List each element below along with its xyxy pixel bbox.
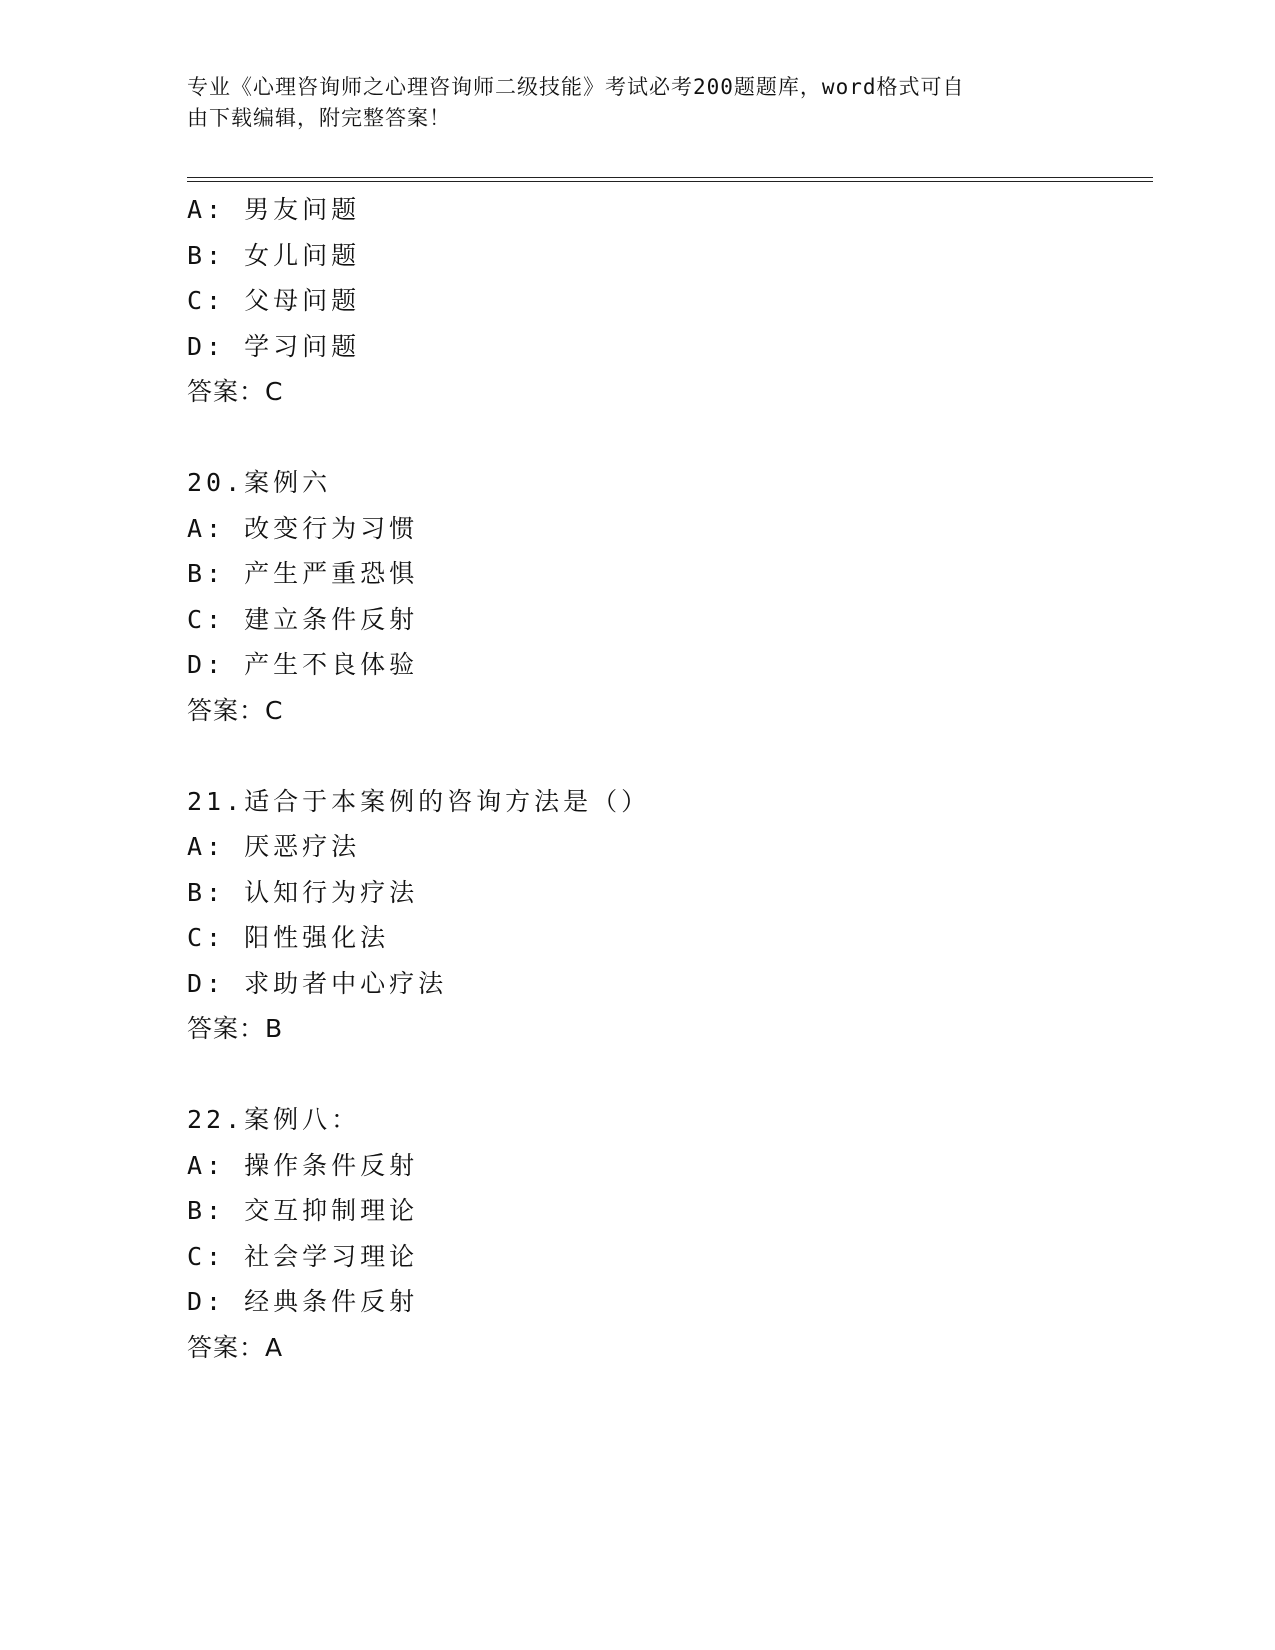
header-line-2: 由下载编辑，附完整答案！	[187, 106, 451, 130]
question-text: 20.案例六	[187, 468, 332, 497]
question-text: 22.案例八：	[187, 1105, 361, 1134]
question-block	[187, 460, 1147, 733]
option-c: C: 社会学习理论	[187, 1241, 419, 1271]
option-b: B: 女儿问题	[187, 240, 361, 270]
answer-line: 答案：C	[187, 695, 284, 725]
option-c: C: 建立条件反射	[187, 604, 419, 634]
header-divider-top	[187, 177, 1153, 178]
question-text: 21.适合于本案例的咨询方法是（）	[187, 786, 651, 816]
block-spacer	[187, 733, 1147, 779]
question-block	[187, 779, 1147, 1052]
header-line-1: 专业《心理咨询师之心理咨询师二级技能》考试必考200题题库，word格式可自	[187, 75, 965, 99]
header-divider-bottom	[187, 181, 1153, 182]
option-b: B: 产生严重恐惧	[187, 559, 419, 588]
option-d: D: 学习问题	[187, 331, 361, 361]
question-block	[187, 1097, 1147, 1370]
block-spacer	[187, 415, 1147, 461]
option-a: A: 改变行为习惯	[187, 513, 419, 543]
document-header	[187, 72, 1067, 134]
option-c: C: 阳性强化法	[187, 923, 390, 952]
option-c: C: 父母问题	[187, 286, 361, 315]
question-block	[187, 187, 1147, 415]
option-a: A: 男友问题	[187, 195, 361, 224]
block-spacer	[187, 1052, 1147, 1098]
option-b: B: 认知行为疗法	[187, 877, 419, 907]
option-d: D: 求助者中心疗法	[187, 968, 448, 998]
option-b: B: 交互抑制理论	[187, 1196, 419, 1225]
answer-line: 答案：B	[187, 1014, 284, 1043]
answer-line: 答案：A	[187, 1332, 284, 1362]
option-d: D: 经典条件反射	[187, 1287, 419, 1316]
answer-line: 答案：C	[187, 377, 284, 406]
option-d: D: 产生不良体验	[187, 650, 419, 679]
option-a: A: 操作条件反射	[187, 1150, 419, 1180]
question-list	[187, 187, 1147, 1370]
option-a: A: 厌恶疗法	[187, 832, 361, 861]
